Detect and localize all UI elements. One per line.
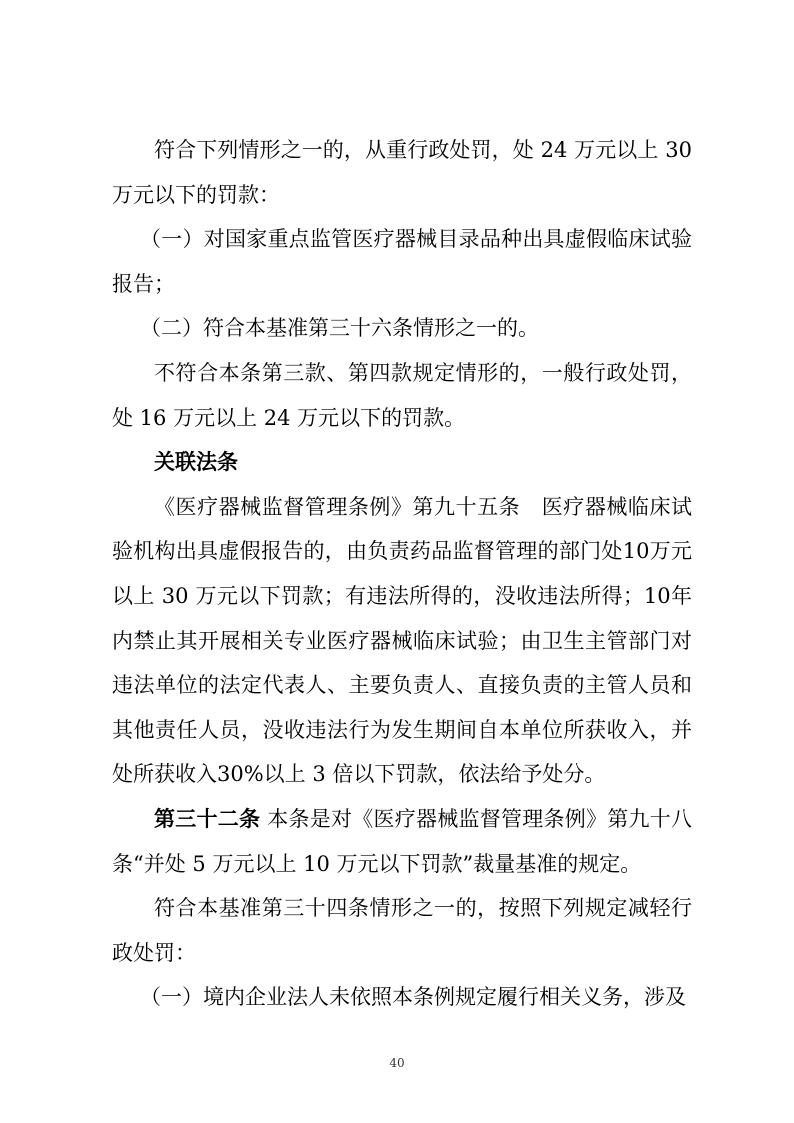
paragraph-general-penalty: 不符合本条第三款、第四款规定情形的，一般行政处罚，处 16 万元以上 24 万元以下的罚款。 <box>112 360 692 430</box>
paragraph-related-law-text: 《医疗器械监督管理条例》第九十五条 医疗器械临床试验机构出具虚假报告的，由负责药品监督管理的部门处10万元以上 30 万元以下罚款；有违法所得的，没收违法所得；10年内禁止其开展相关专业医疗器械临床试验；由卫生主管部门对违法单位的法定代表人、主要负责人、直接负责的主管人员和其他责任人员，没收违法行为发生期间自本单位所获收入，并处所获收入30%以上 3 倍以下罚款，依法给予处分。 <box>112 494 692 787</box>
paragraph-item-two: （二）符合本基准第三十六条情形之一的。 <box>140 316 539 341</box>
paragraph-reduced-item-one: （一）境内企业法人未依照本条例规定履行相关义务，涉及 <box>140 985 686 1010</box>
paragraph-reduced-penalty: 符合本基准第三十四条情形之一的，按照下列规定减轻行政处罚： <box>112 896 692 965</box>
paragraph-article-32 <box>112 797 692 886</box>
section-heading-related-law: 关联法条 <box>154 449 238 475</box>
document-body <box>112 128 692 1020</box>
article-32-text: 本条是对《医疗器械监督管理条例》第九十八条“并处 5 万元以上 10 万元以下罚款”裁量基准的规定。 <box>112 806 692 876</box>
paragraph-heavier-penalty: 符合下列情形之一的，从重行政处罚，处 24 万元以上 30 万元以下的罚款： <box>112 138 692 207</box>
paragraph-item-one: （一）对国家重点监管医疗器械目录品种出具虚假临床试验报告； <box>112 227 692 296</box>
page-number: 40 <box>389 1056 405 1070</box>
article-32-title: 第三十二条 <box>154 805 261 831</box>
